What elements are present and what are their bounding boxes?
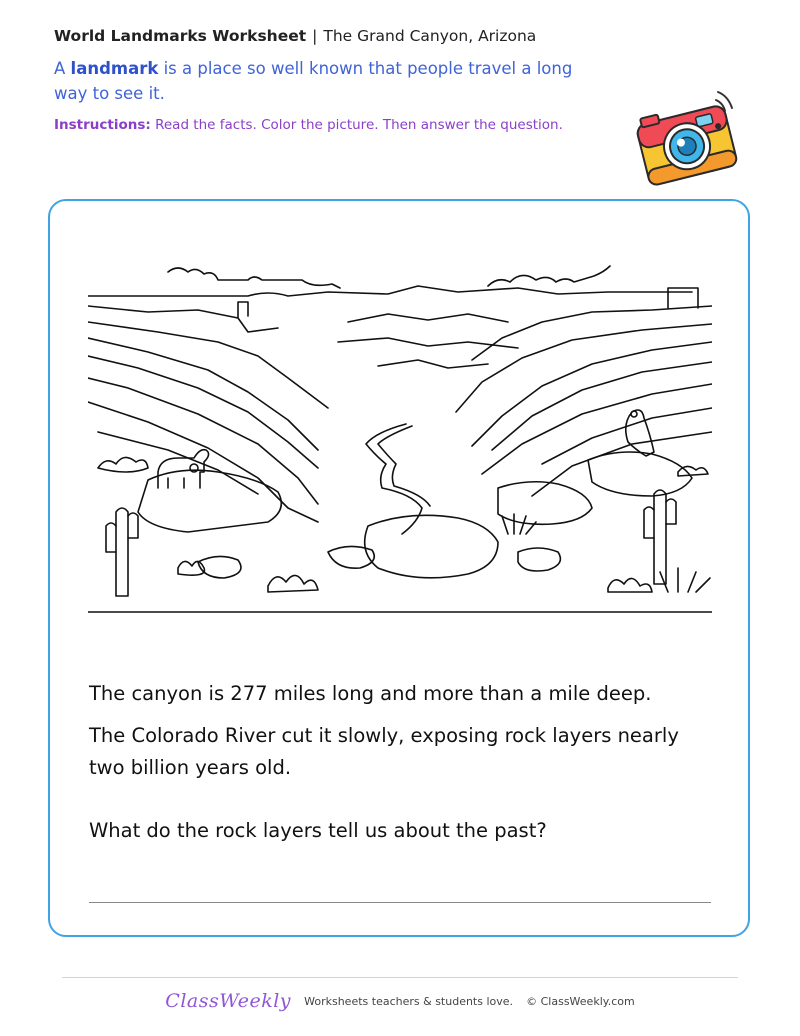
- worksheet-subtitle: The Grand Canyon, Arizona: [323, 27, 537, 45]
- definition-prefix: A: [54, 59, 66, 78]
- grand-canyon-coloring-illustration: [88, 262, 712, 614]
- footer: [0, 990, 800, 1012]
- fact-2: The Colorado River cut it slowly, exposing rock layers nearly two billion years old.: [89, 724, 679, 779]
- instructions-label: Instructions:: [54, 117, 151, 133]
- worksheet-title: [54, 27, 536, 45]
- answer-line[interactable]: [89, 902, 711, 903]
- instructions: [54, 117, 563, 133]
- worksheet-title-main: World Landmarks Worksheet: [54, 27, 307, 45]
- brand-logo: ClassWeekly: [165, 990, 292, 1012]
- footer-copyright: © ClassWeekly.com: [526, 994, 635, 1008]
- question-text: What do the rock layers tell us about the past?: [89, 819, 547, 842]
- definition-term: landmark: [70, 59, 159, 78]
- camera-icon: [632, 84, 744, 194]
- fact-1: The canyon is 277 miles long and more than a mile deep.: [89, 682, 652, 705]
- footer-divider: [62, 977, 738, 978]
- title-separator: |: [312, 27, 318, 45]
- instructions-text: Read the facts. Color the picture. Then answer the question.: [155, 117, 563, 133]
- footer-tagline: Worksheets teachers & students love.: [304, 994, 514, 1008]
- landmark-definition: [54, 56, 594, 106]
- definition-text: is a place so well known that people travel a long way to see it.: [54, 59, 573, 103]
